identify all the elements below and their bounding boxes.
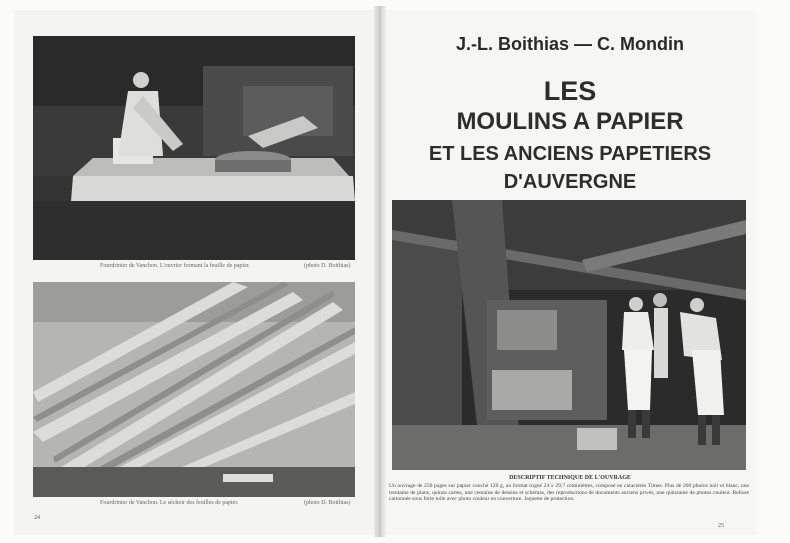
page-number-left: 24 xyxy=(34,515,40,521)
photo-drying-loft xyxy=(33,282,355,497)
title-line-1: LES xyxy=(543,76,597,106)
credit-bottom-photo: (photo D. Boithias) xyxy=(304,500,351,506)
photo-paper-press-workers xyxy=(392,200,746,470)
authors: J.-L. Boithias — C. Mondin xyxy=(456,34,684,54)
caption-bottom-photo: Fourdrinier de Vanchon. Le séchoir des feuilles de papier. xyxy=(100,500,239,506)
title-line-4: D'AUVERGNE xyxy=(503,171,637,193)
title-line-2: MOULINS A PAPIER xyxy=(456,108,684,135)
photo-papermaker-vat xyxy=(33,36,355,260)
credit-top-photo: (photo D. Boithias) xyxy=(304,263,351,269)
caption-top-photo: Fourdrinier de Vanchon. L'ouvrier formant la feuille de papier. xyxy=(100,263,250,269)
description-body: Un ouvrage de 250 pages sur papier couché 120 g, au format rogné 24 x 29,7 centimètres, composé en caractères Times. Plus de 200 photos noir et blanc, une trentaine de plans, quinze cartes, une centaine de dessins et schémas, des reproductions de documents anciens privés, une quinzaine de photos couleur. Reliure cartonnée sous forte toile avec photo couleur en couverture. Jaquette de protection. xyxy=(389,483,749,503)
page-number-right: 25 xyxy=(718,523,724,529)
description-heading: DESCRIPTIF TECHNIQUE DE L'OUVRAGE xyxy=(509,475,631,481)
title-line-3: ET LES ANCIENS PAPETIERS xyxy=(428,143,712,165)
